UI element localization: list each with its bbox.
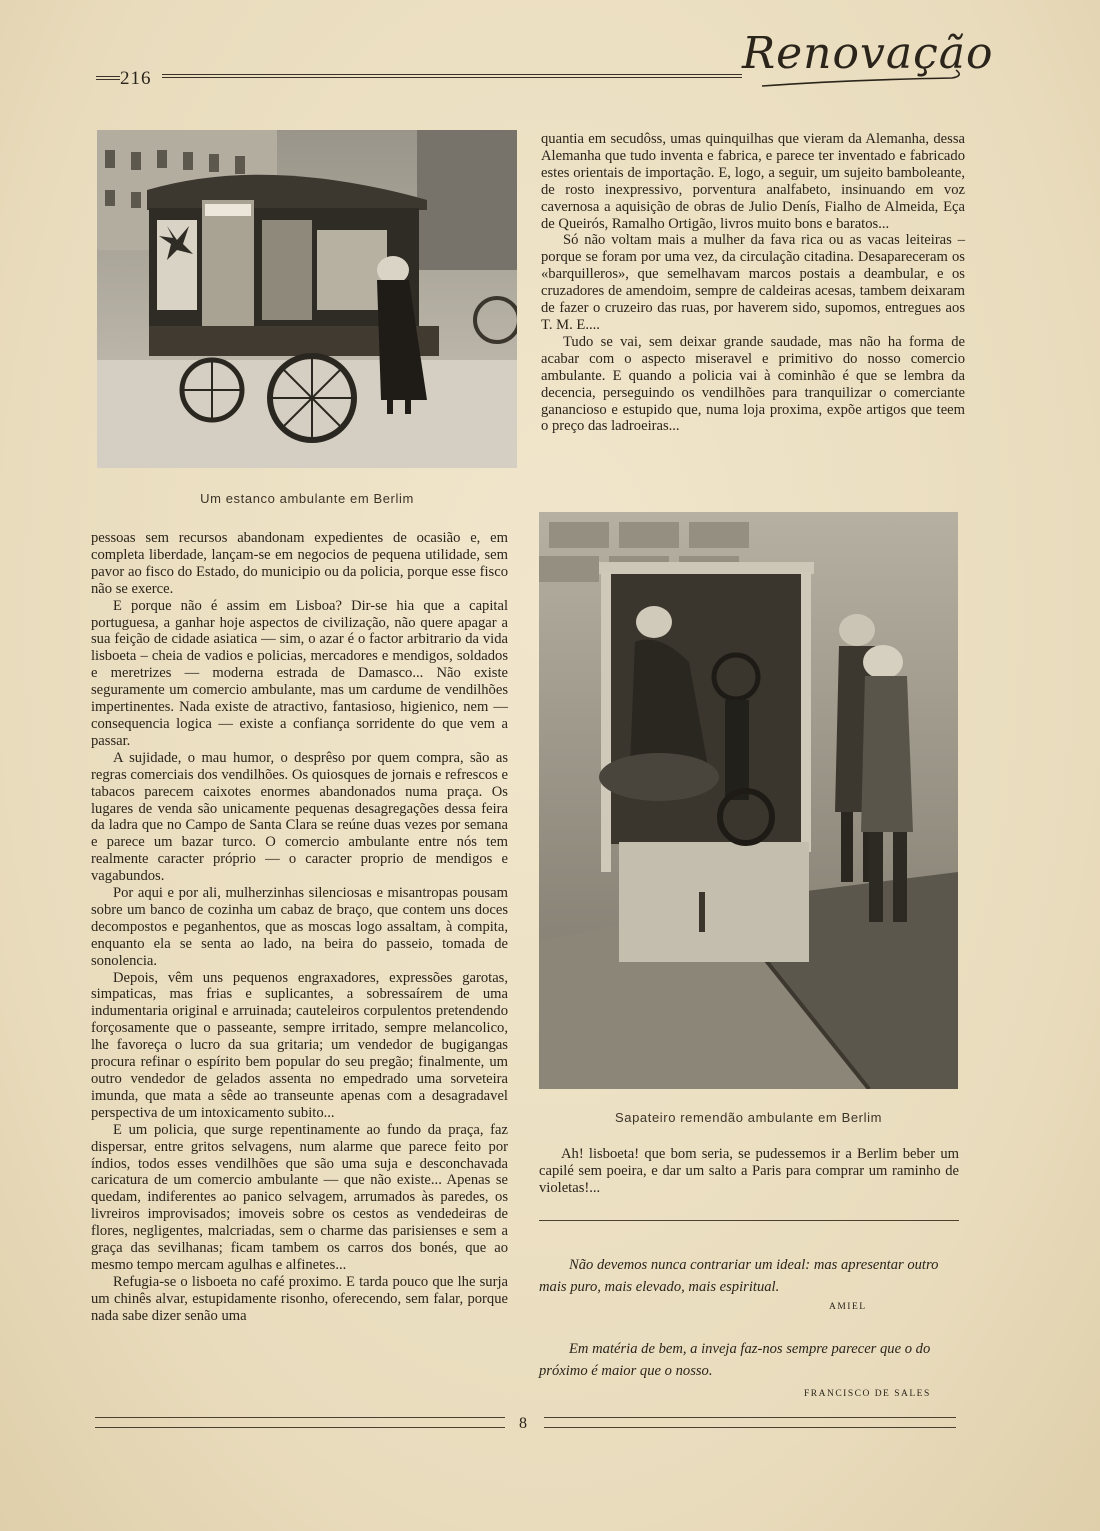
quote-amiel: Não devemos nunca contrariar um ideal: mas apresentar outro mais puro, mais elevado, mais espiritual. xyxy=(539,1257,939,1295)
masthead-title: Renovação xyxy=(742,28,994,79)
paragraph: Por aqui e por ali, mulherzinhas silenciosas e misantropas pousam sobre um banco de cozinha um cabaz de braço, que contem uns doces decompostos e peganhentos, que as moscas logo assaltam, à compita, enquanto ela se senta ao lado, na beira do passeio, tomada de sonolencia. xyxy=(91,885,508,969)
paragraph: pessoas sem recursos abandonam expedientes de ocasião e, em completa liberdade, lançam-se em negocios de pequena utilidade, sem pavor ao fisco do Estado, do municipio ou da policia, porque esse fisco não se exerce. xyxy=(91,530,508,597)
paragraph: A sujidade, o mau humor, o desprêso por quem compra, são as regras comerciais dos vendilhões. Os quiosques de jornais e refrescos e tabacos parecem caixotes enormes abandonados numa praça. Os lugares de venda são unicamente pequenas desagregações dessa feira da ladra que no Campo de Santa Clara se reúne duas vezes por semana e parece um bazar turco. O comercio ambulante entre nós tem realmente caracter próprio — o caracter proprio de mendigos e vagabundos. xyxy=(91,749,508,885)
masthead-logo xyxy=(742,28,994,98)
footer-rule-right-top xyxy=(544,1417,956,1418)
quote-author-amiel: AMIEL xyxy=(829,1302,867,1312)
right-column-bottom-text xyxy=(539,1146,959,1197)
footer-rule-left-top xyxy=(95,1417,505,1418)
paragraph: Refugia-se o lisboeta no café proximo. E tarda pouco que lhe surja um chinês alvar, estupidamente risonho, oferecendo, sem falar, porque nada sabe dizer senão uma xyxy=(91,1273,508,1324)
paragraph: Tudo se vai, sem deixar grande saudade, mas não ha forma de acabar com o aspecto miseravel e primitivo do nosso comercio ambulante. E quando a policia vai à cominhão é que se lembra da decencia, perseguindo os vendilhões para tranquilizar o comerciante ganancioso e estupido que, numa loja proxima, expõe artigos que teem o preço das ladroeiras... xyxy=(541,333,965,435)
page-number: 216 xyxy=(120,68,152,89)
photo1-caption: Um estanco ambulante em Berlim xyxy=(200,491,414,506)
quote-francisco-de-sales: Em matéria de bem, a inveja faz-nos sempre parecer que o do próximo é maior que o nosso. xyxy=(539,1341,931,1379)
footer-rule-left-bottom xyxy=(95,1427,505,1428)
left-column-text xyxy=(91,530,508,1325)
masthead-underline-icon xyxy=(742,28,972,98)
paragraph: Ah! lisboeta! que bom seria, se pudessemos ir a Berlim beber um capilé sem poeira, e dar um salto a Paris para comprar um raminho de violetas!... xyxy=(539,1146,959,1196)
paragraph: Só não voltam mais a mulher da fava rica ou as vacas leiteiras – porque se foram por uma vez, da circulação citadina. Desapareceram os «barquilleros», que semelhavam marcos postais a deambular, e os cruzadores de amendoim, sempre de caldeiras acesas, tambem deixaram de fazer o cruzeiro das ruas, por haverem sido, supomos, entregues aos T. M. E.... xyxy=(541,232,965,333)
sheet-number: 8 xyxy=(519,1415,527,1432)
right-column-top-text xyxy=(541,131,965,435)
paragraph: Depois, vêm uns pequenos engraxadores, expressões garotas, simpaticas, mas frias e suplicantes, a sobressaírem de uma indumentaria original e arruinada; cauteleiros corpulentos pretendendo forçosamente que o passeante, sempre irritado, sempre melancolico, lhe favoreça o lucro da sua gritaria; um vendedor de bugigangas procura refinar o espírito bem popular do seu pregão; finalmente, um outro vendedor de gelados assenta no empedrado uma sorveteira imunda, que mata a sêde ao transeunte apenas com a desagradavel perspectiva de um intoxicamento subito... xyxy=(91,969,508,1121)
paragraph: E um policia, que surge repentinamente ao fundo da praça, faz dispersar, entre gritos selvagens, num alarme que parece feito por índios, todos esses vendilhões que são uma suja e desconchavada caricatura de um comercio ambulante — que não existe... Apenas se quedam, indiferentes ao panico selvagem, arrumados às paredes, os livreiros improvisados; imoveis sobre os cestos as vendedeiras de flores, negligentes, malcriadas, sem o charme das parisienses e sem a graça das sevilhanas; ficam tambem os carros dos bonés, que ao mesmo tempo mercam agulhas e alfinetes... xyxy=(91,1121,508,1273)
separator-rule xyxy=(539,1220,959,1221)
header-rule xyxy=(162,74,742,78)
header-rule-left-short xyxy=(96,76,120,80)
photo2-caption: Sapateiro remendão ambulante em Berlim xyxy=(614,1110,883,1125)
shoemaker-cart-photo xyxy=(539,512,958,1089)
quote-author-francisco-de-sales: FRANCISCO DE SALES xyxy=(804,1389,931,1399)
footer-rule-right-bottom xyxy=(544,1427,956,1428)
street-kiosk-cart-photo xyxy=(97,130,517,468)
paragraph: quantia em secudôss, umas quinquilhas que vieram da Alemanha, dessa Alemanha que tudo inventa e fabrica, e parece ter inventado e fabricado estes orientais de importação. E, logo, a seguir, um sujeito bamboleante, de rosto inexpressivo, porventura analfabeto, insinuando em voz cavernosa a aquisição de obras de Julio Denís, Fialho de Almeida, Eça de Queirós, Ramalho Ortigão, livros muito bons e baratos... xyxy=(541,131,965,232)
paragraph: E porque não é assim em Lisboa? Dir-se hia que a capital portuguesa, a ganhar hoje aspectos de civilização, não quere apagar a sua feição de cidade asiatica –– sim, o azar é o factor arbitrario da vida lisboeta – cheia de vadios e policias, mercadores e mendigos, soldados e meretrizes — moderna estrada de Damasco... Não existe seguramente um comercio ambulante, mas um cardume de vendilhões impertinentes. Nada existe de atractivo, fantasioso, higienico, nem — consequencia logica — existe a confiança sorridente do que vem a passar. xyxy=(91,597,508,749)
